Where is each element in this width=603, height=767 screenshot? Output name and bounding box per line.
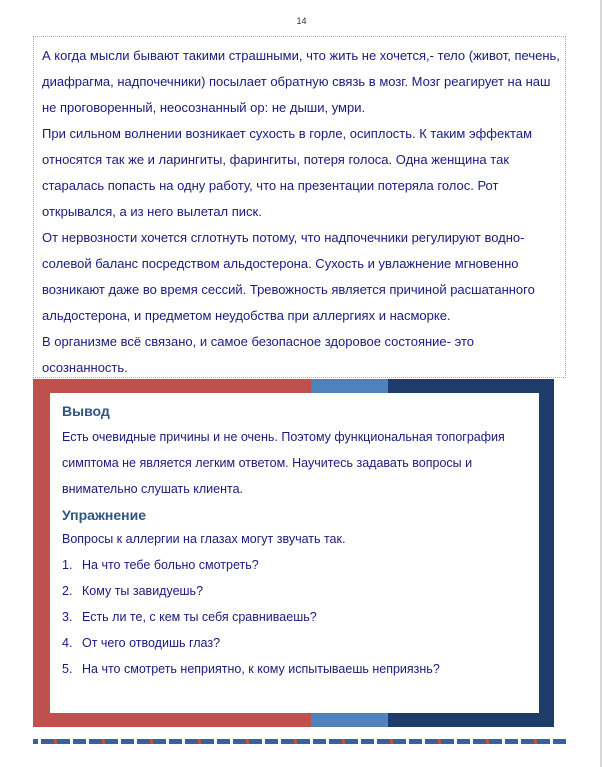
paragraph: От нервозности хочется сглотнуть потому, что надпочечники регулируют водно-солевой баланс посредством альдостерона. Сухость и увлажнение мгновенно возникают даже во время сессий. Тревожность является причиной расшатанного альдостерона, и предметом неудобства при аллергиях и насморке.	[42, 230, 535, 323]
footer-dot	[310, 739, 313, 744]
footer-dot	[70, 739, 73, 744]
footer-dot	[454, 739, 457, 744]
list-item-number: 5.	[62, 662, 73, 676]
footer-dot	[342, 739, 345, 744]
footer-dot	[502, 739, 505, 744]
footer-dot	[518, 739, 521, 744]
frame-bottom-navy	[388, 713, 539, 727]
paragraph: При сильном волнении возникает сухость в горле, осиплость. К таким эффектам относятся так же и ларингиты, фарингиты, потеря голоса. Одна женщина так старалась попасть на одну работу, что на презентации потеряла голос. Рот	[42, 126, 533, 193]
list-item	[62, 604, 527, 630]
footer-dot	[262, 739, 265, 744]
list-item-number: 1.	[62, 558, 73, 572]
footer-dot	[374, 739, 377, 744]
footer-dot	[422, 739, 425, 744]
list-item	[62, 552, 527, 578]
footer-dot	[102, 739, 105, 744]
list-item	[62, 578, 527, 604]
list-item-text: Кому ты завидуешь?	[82, 584, 204, 598]
list-item-text: На что смотреть неприятно, к кому испытываешь неприязнь?	[82, 662, 440, 676]
footer-dot	[182, 739, 185, 744]
footer-dot	[550, 739, 553, 744]
exercise-heading: Упражнение	[62, 507, 146, 523]
footer-dot	[390, 739, 393, 744]
body-text	[42, 43, 562, 381]
footer-dot	[230, 739, 233, 744]
list-item	[62, 630, 527, 656]
footer-dot	[86, 739, 89, 744]
page-number: 14	[296, 16, 307, 26]
footer-dot	[54, 739, 57, 744]
footer-dot	[166, 739, 169, 744]
frame-top-blue	[311, 379, 388, 387]
frame-right-navy	[539, 387, 554, 727]
footer-dot	[38, 739, 41, 744]
exercise-question-list	[62, 552, 527, 682]
conclusion-text: Есть очевидные причины и не очень. Поэтому функциональная топография симптома не является легким ответом. Научитесь задавать вопросы и внимательно слушать клиента.	[62, 430, 505, 496]
footer-dot	[326, 739, 329, 744]
footer-dot	[358, 739, 361, 744]
page-edge	[600, 0, 602, 767]
footer-dot	[470, 739, 473, 744]
frame-top-red	[33, 379, 311, 387]
frame-top-navy	[388, 379, 554, 387]
frame-left-red	[33, 387, 50, 727]
list-item-text: На что тебе больно смотреть?	[82, 558, 259, 572]
footer-dot	[246, 739, 249, 744]
footer-dot	[406, 739, 409, 744]
list-item-number: 3.	[62, 610, 73, 624]
frame-bottom-red	[50, 713, 311, 727]
footer-dot	[118, 739, 121, 744]
footer-dot	[150, 739, 153, 744]
footer-dot	[134, 739, 137, 744]
footer-dot	[534, 739, 537, 744]
footer-dot	[438, 739, 441, 744]
list-item-text: От чего отводишь глаз?	[82, 636, 221, 650]
footer-dot	[214, 739, 217, 744]
exercise-intro: Вопросы к аллергии на глазах могут звучать так.	[62, 532, 346, 546]
list-item-number: 2.	[62, 584, 73, 598]
frame-bottom-blue	[311, 713, 388, 727]
conclusion-heading: Вывод	[62, 403, 110, 419]
footer-dot	[486, 739, 489, 744]
paragraph: А когда мысли бывают такими страшными, что жить не хочется,- тело (живот, печень, диафрагма, надпочечники) посылает обратную связь в мозг. Мозг реагирует на наш не проговоренный, неосознанный ор: не дыши, умри.	[42, 48, 560, 115]
paragraph: открывался, а из него вылетал писк.	[42, 204, 262, 219]
paragraph: В организме всё связано, и самое безопасное здоровое состояние- это осознанность.	[42, 334, 474, 375]
footer-dot	[198, 739, 201, 744]
list-item-number: 4.	[62, 636, 73, 650]
list-item	[62, 656, 527, 682]
list-item-text: Есть ли те, с кем ты себя сравниваешь?	[82, 610, 317, 624]
footer-dot	[294, 739, 297, 744]
exercise-box	[50, 393, 539, 713]
footer-dot	[278, 739, 281, 744]
